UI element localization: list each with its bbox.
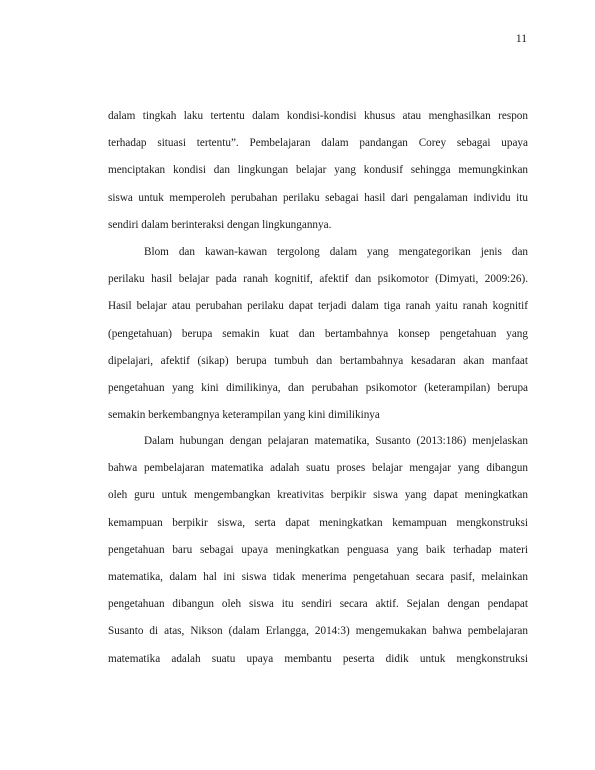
text-line: sendiri dalam berinteraksi dengan lingkungannya. <box>108 218 332 231</box>
text-line: pengetahuan yang kini dimilikinya, dan perubahan psikomotor (keterampilan) berupa <box>108 381 528 394</box>
text-line: terhadap situasi tertentu”. Pembelajaran dalam pandangan Corey sebagai upaya <box>108 137 528 150</box>
page-number: 11 <box>515 33 527 45</box>
paragraph-1 <box>108 103 528 239</box>
text-line: perilaku hasil belajar pada ranah kognitif, afektif dan psikomotor (Dimyati, 2009:26). <box>108 273 528 286</box>
text-line: siswa untuk memperoleh perubahan perilaku sebagai hasil dari pengalaman individu itu <box>108 191 528 204</box>
text-line: menciptakan kondisi dan lingkungan belajar yang kondusif sehingga memungkinkan <box>108 164 528 177</box>
paragraph-3 <box>108 428 528 673</box>
text-line: matematika, dalam hal ini siswa tidak menerima pengetahuan secara pasif, melainkan <box>108 570 528 583</box>
text-line: Dalam hubungan dengan pelajaran matematika, Susanto (2013:186) menjelaskan <box>144 435 528 447</box>
text-line: oleh guru untuk mengembangkan kreativitas berpikir siswa yang dapat meningkatkan <box>108 489 528 502</box>
text-line: pengetahuan baru sebagai upaya meningkatkan penguasa yang baik terhadap materi <box>108 543 528 556</box>
text-line: (pengetahuan) berupa semakin kuat dan bertambahnya konsep pengetahuan yang <box>108 327 528 340</box>
text-line: semakin berkembangnya keterampilan yang kini dimilikinya <box>108 409 380 422</box>
text-line: bahwa pembelajaran matematika adalah suatu proses belajar mengajar yang dibangun <box>108 462 528 475</box>
text-line: Blom dan kawan-kawan tergolong dalam yang mengategorikan jenis dan <box>144 246 528 258</box>
text-line: pengetahuan dibangun oleh siswa itu sendiri secara aktif. Sejalan dengan pendapat <box>108 598 528 611</box>
text-line: dalam tingkah laku tertentu dalam kondisi-kondisi khusus atau menghasilkan respon <box>108 110 528 122</box>
text-line: Hasil belajar atau perubahan perilaku dapat terjadi dalam tiga ranah yaitu ranah kognitif <box>108 300 528 313</box>
text-line: Susanto di atas, Nikson (dalam Erlangga, 2014:3) mengemukakan bahwa pembelajaran <box>108 625 528 638</box>
text-line: dipelajari, afektif (sikap) berupa tumbuh dan bertambahnya kesadaran akan manfaat <box>108 354 528 367</box>
paragraph-2 <box>108 239 528 429</box>
text-line: kemampuan berpikir siswa, serta dapat meningkatkan kemampuan mengkonstruksi <box>108 516 528 529</box>
text-line: matematika adalah suatu upaya membantu peserta didik untuk mengkonstruksi <box>108 652 528 665</box>
